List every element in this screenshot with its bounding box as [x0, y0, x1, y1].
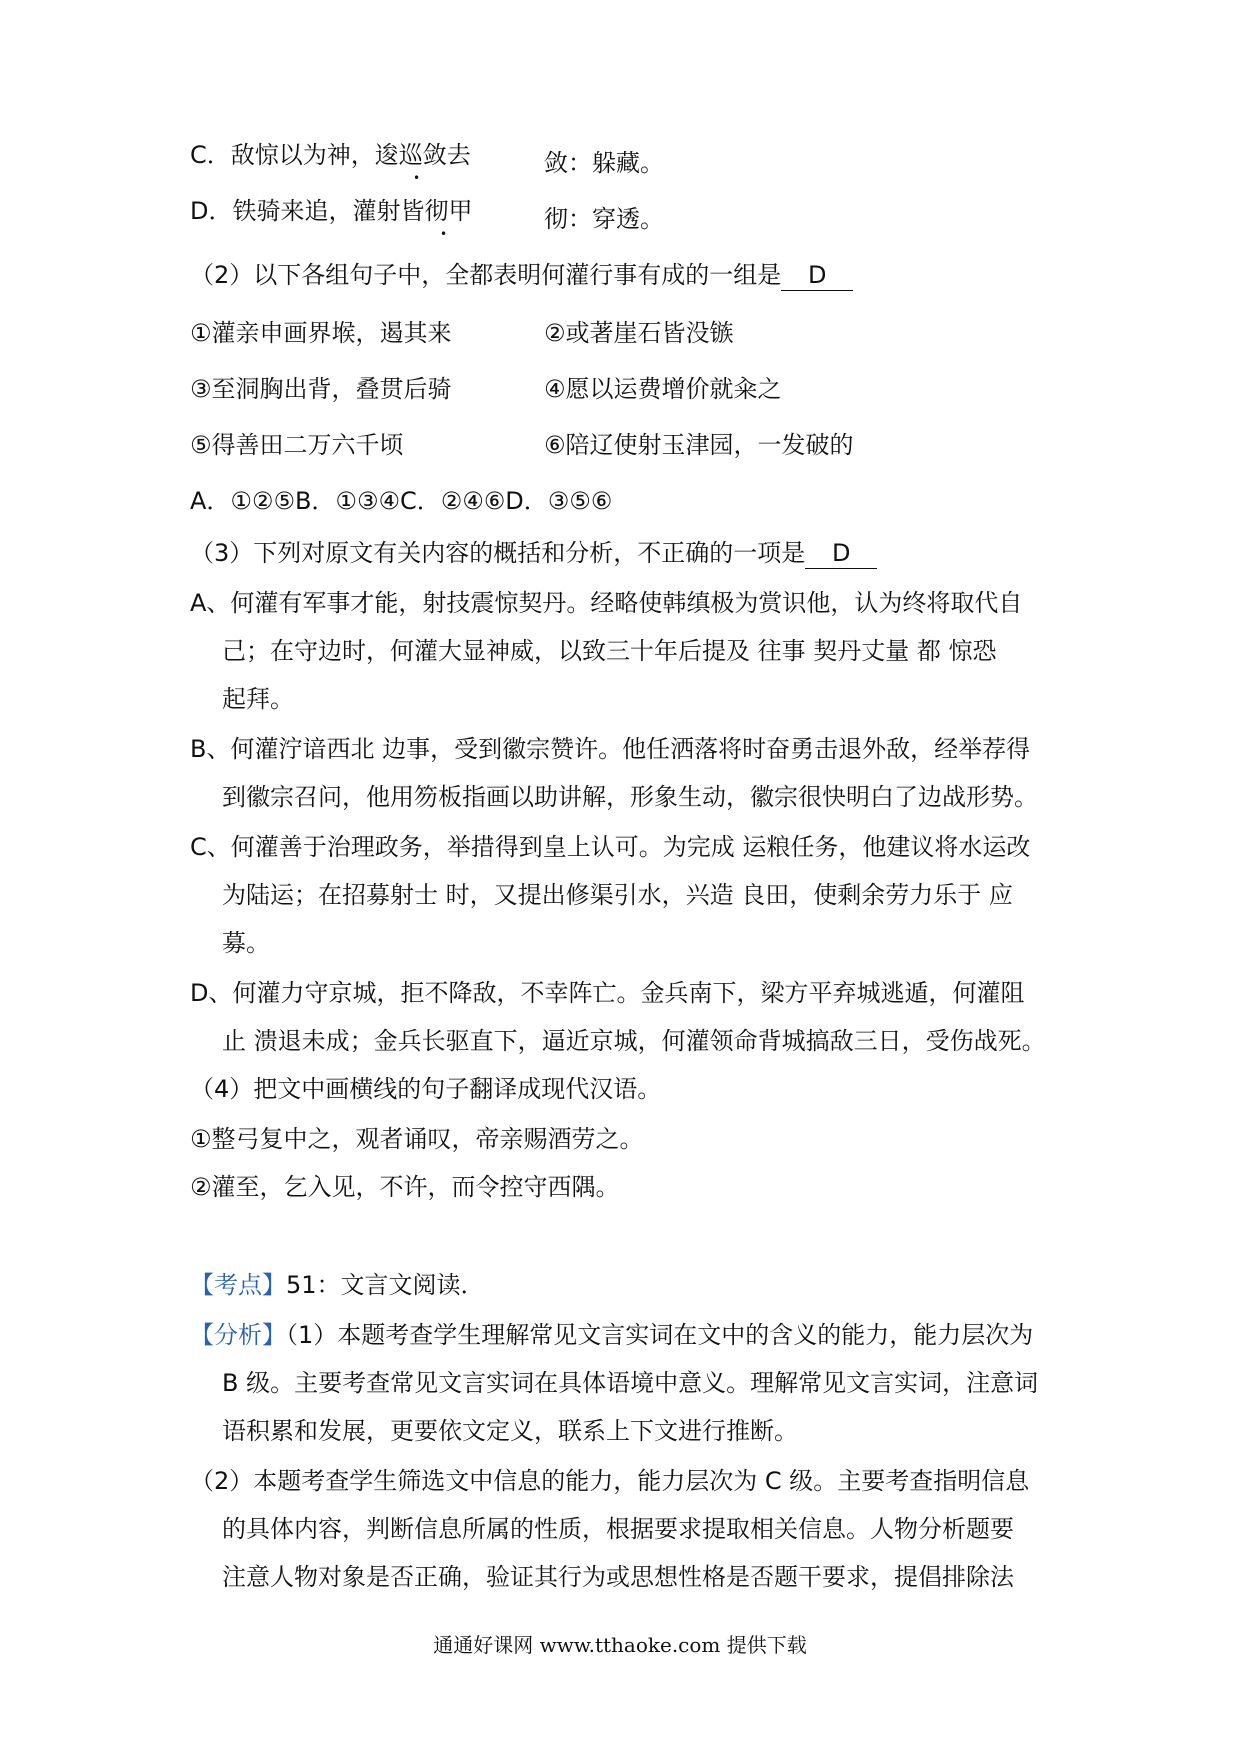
q3-option-b-line2: 到徽宗召问，他用笏板指画以助讲解，形象生动，徽宗很快明白了边战形势。: [222, 783, 1038, 811]
q4-stem: （4）把文中画横线的句子翻译成现代汉语。: [190, 1075, 662, 1103]
q2-item-4: ④愿以运费增价就籴之: [544, 375, 782, 403]
q2-item-3: ③至洞胸出背，叠贯后骑: [190, 375, 452, 403]
q2-item-5: ⑤得善田二万六千顷: [190, 431, 404, 459]
fenxi-p1-line1: （1）本题考查学生理解常见文言实词在文中的含义的能力，能力层次为: [286, 1321, 1034, 1349]
q1-option-c: C．敌惊以为神，逡巡敛去: [190, 141, 471, 169]
q3-option-a-line2: 己；在守边时，何灌大显神威，以致三十年后提及 往事 契丹丈量 都 惊恐: [222, 637, 997, 665]
q2-item-2: ②或著崖石皆没镞: [544, 319, 734, 347]
emphasis-dot: •: [440, 227, 448, 241]
q2-answer-blank: D: [781, 260, 853, 291]
q1-option-d: D．铁骑来追，灌射皆彻甲: [190, 197, 473, 225]
fenxi-p1-line2: B 级。主要考查常见文言实词在具体语境中意义。理解常见文言实词，注意词: [222, 1369, 1039, 1397]
q4-sentence-2: ②灌至，乞入见，不许，而令控守西隅。: [190, 1173, 620, 1201]
q3-option-c-line1: C、何灌善于治理政务，举措得到皇上认可。为完成 运粮任务，他建议将水运改: [190, 833, 1031, 861]
fenxi-p2-line3: 注意人物对象是否正确，验证其行为或思想性格是否题干要求，提倡排除法: [222, 1563, 1014, 1591]
q3-option-b-line1: B、何灌泞谙西北 边事，受到徽宗赞许。他任洒落将时奋勇击退外敌，经举荐得: [190, 735, 1031, 763]
q2-stem: （2）以下各组句子中，全都表明何灌行事有成的一组是 D: [190, 260, 853, 291]
q3-option-d-line2: 止 溃退未成；金兵长驱直下，逼近京城，何灌领命背城搞敌三日，受伤战死。: [222, 1027, 1046, 1055]
q3-option-c-line2: 为陆运；在招募射士 时，又提出修渠引水，兴造 良田，使剩余劳力乐于 应: [222, 881, 1013, 909]
q3-option-c-line3: 募。: [222, 929, 270, 957]
fenxi-p2-line1: （2）本题考查学生筛选文中信息的能力，能力层次为 C 级。主要考查指明信息: [190, 1467, 1030, 1495]
fenxi-tag: 【分析】: [190, 1321, 286, 1349]
kaodian-text: 51：文言文阅读．: [286, 1271, 485, 1299]
q3-option-d-line1: D、何灌力守京城，拒不降敌，不幸阵亡。金兵南下，梁方平弃城逃遁，何灌阻: [190, 979, 1025, 1007]
q3-answer-blank: D: [805, 538, 877, 569]
fenxi-p1-line3: 语积累和发展，更要依文定义，联系上下文进行推断。: [222, 1417, 798, 1445]
q4-sentence-1: ①整弓复中之，观者诵叹，帝亲赐酒劳之。: [190, 1125, 644, 1153]
q1-option-c-gloss: 敛：躲藏。: [544, 149, 664, 177]
q1-option-d-gloss: 彻：穿透。: [544, 205, 664, 233]
q2-item-1: ①灌亲申画界堠，遏其来: [190, 319, 452, 347]
q3-option-a-line3: 起拜。: [222, 685, 294, 713]
q3-option-a-line1: A、何灌有军事才能，射技震惊契丹。经略使韩缜极为赏识他，认为终将取代自: [190, 589, 1023, 617]
kaodian-tag: 【考点】: [190, 1271, 286, 1299]
kaodian-line: [190, 1270, 485, 1300]
page-footer: 通通好课网 www.tthaoke.com 提供下载: [433, 1633, 807, 1657]
fenxi-line: [190, 1320, 1033, 1350]
emphasis-dot: •: [413, 171, 421, 185]
fenxi-p2-line2: 的具体内容，判断信息所属的性质，根据要求提取相关信息。人物分析题要: [222, 1515, 1014, 1543]
q3-stem: （3）下列对原文有关内容的概括和分析，不正确的一项是 D: [190, 538, 877, 569]
q2-item-6: ⑥陪辽使射玉津园，一发破的: [544, 431, 854, 459]
q2-choices: A．①②⑤B．①③④C．②④⑥D．③⑤⑥: [190, 487, 613, 515]
